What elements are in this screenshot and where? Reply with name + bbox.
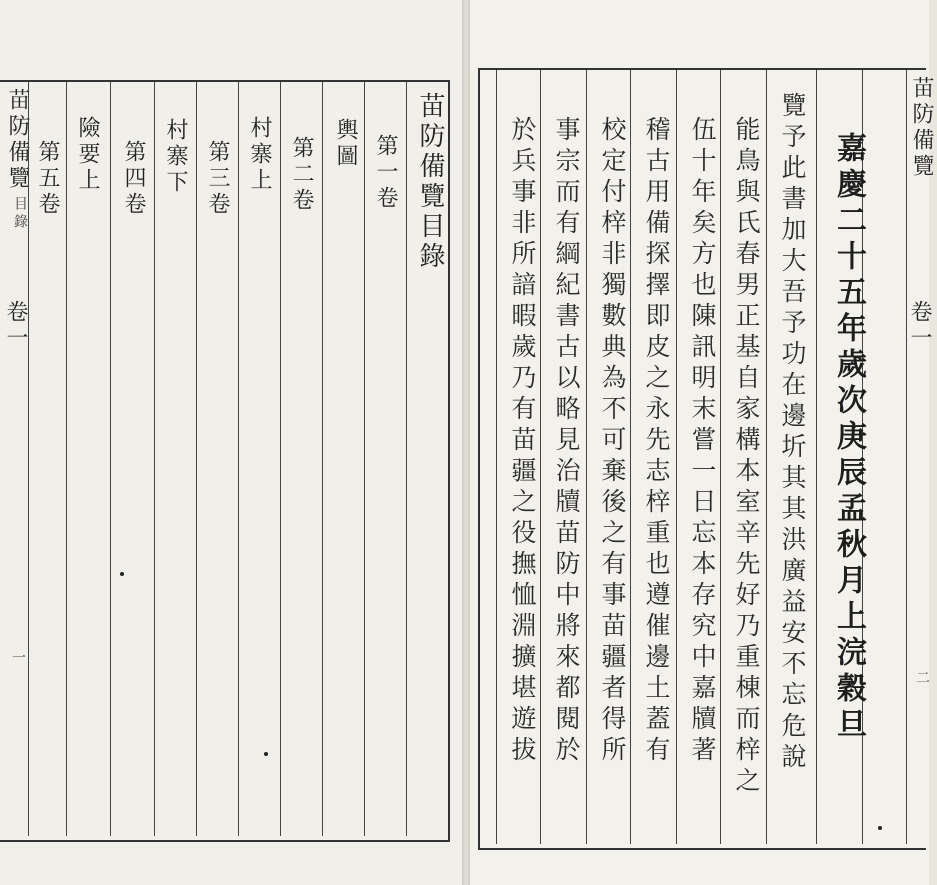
preface-column: 校定付梓非獨數典為不可棄後之有事苗疆者得所 xyxy=(598,116,627,767)
right-page xyxy=(470,0,934,885)
left-folio: 一 xyxy=(10,650,26,668)
left-margin-subtitle: 目錄 xyxy=(12,196,28,232)
toc-item-2-label: 第二卷 xyxy=(289,136,314,214)
toc-item-5-sub: 險要上 xyxy=(75,116,100,194)
toc-item-5-label: 第五卷 xyxy=(35,140,60,218)
toc-item-3-sub: 村寨下 xyxy=(163,118,188,196)
left-rule xyxy=(66,82,67,836)
right-folio: 二 xyxy=(914,670,930,688)
right-rule xyxy=(630,70,631,844)
right-rule xyxy=(720,70,721,844)
right-rule xyxy=(906,70,907,844)
left-rule xyxy=(154,82,155,836)
toc-item-1-label: 第一卷 xyxy=(373,134,398,212)
left-rule xyxy=(238,82,239,836)
preface-column: 能鳥與氏春男正基自家構本室辛先好乃重棟而梓之 xyxy=(732,116,761,798)
right-rule xyxy=(676,70,677,844)
right-rule xyxy=(496,70,497,844)
right-rule xyxy=(586,70,587,844)
left-rule xyxy=(406,82,407,836)
preface-column: 於兵事非所諳暇歲乃有苗疆之役撫恤淵擴堪遊拔 xyxy=(508,116,537,767)
toc-item-2-sub: 村寨上 xyxy=(247,116,272,194)
toc-item-1-sub: 輿圖 xyxy=(333,118,358,170)
ink-dot xyxy=(264,752,268,756)
left-rule xyxy=(280,82,281,836)
preface-column: 稽古用備探擇即皮之永先志梓重也遵催邊土蓋有 xyxy=(642,116,671,767)
left-rule xyxy=(28,82,29,836)
toc-heading: 苗防備覽目錄 xyxy=(415,92,445,272)
left-page xyxy=(0,0,462,885)
left-margin-title: 苗防備覽 xyxy=(5,88,30,192)
toc-item-4-label: 第四卷 xyxy=(121,140,146,218)
left-rule xyxy=(196,82,197,836)
preface-date-line: 嘉慶二十五年歲次庚辰孟秋月上浣穀旦 xyxy=(831,132,866,744)
preface-column: 事宗而有綱紀書古以略見治牘苗防中將來都閱於 xyxy=(552,116,581,767)
left-rule xyxy=(322,82,323,836)
toc-item-3-label: 第三卷 xyxy=(205,140,230,218)
left-rule xyxy=(364,82,365,836)
ink-dot xyxy=(120,572,124,576)
right-rule xyxy=(766,70,767,844)
right-rule xyxy=(816,70,817,844)
right-rule xyxy=(540,70,541,844)
preface-column: 覽予此書加大吾予功在邊圻其其洪廣益安不忘危說 xyxy=(778,92,807,774)
left-rule xyxy=(110,82,111,836)
right-margin-juan: 卷一 xyxy=(907,300,932,352)
preface-column: 伍十年矣方也陳訊明末嘗一日忘本存究中嘉牘著 xyxy=(688,116,717,767)
right-margin-title: 苗防備覽 xyxy=(909,76,934,180)
ink-dot xyxy=(878,826,882,830)
left-margin-juan: 卷一 xyxy=(3,300,28,352)
book-gutter xyxy=(462,0,470,885)
